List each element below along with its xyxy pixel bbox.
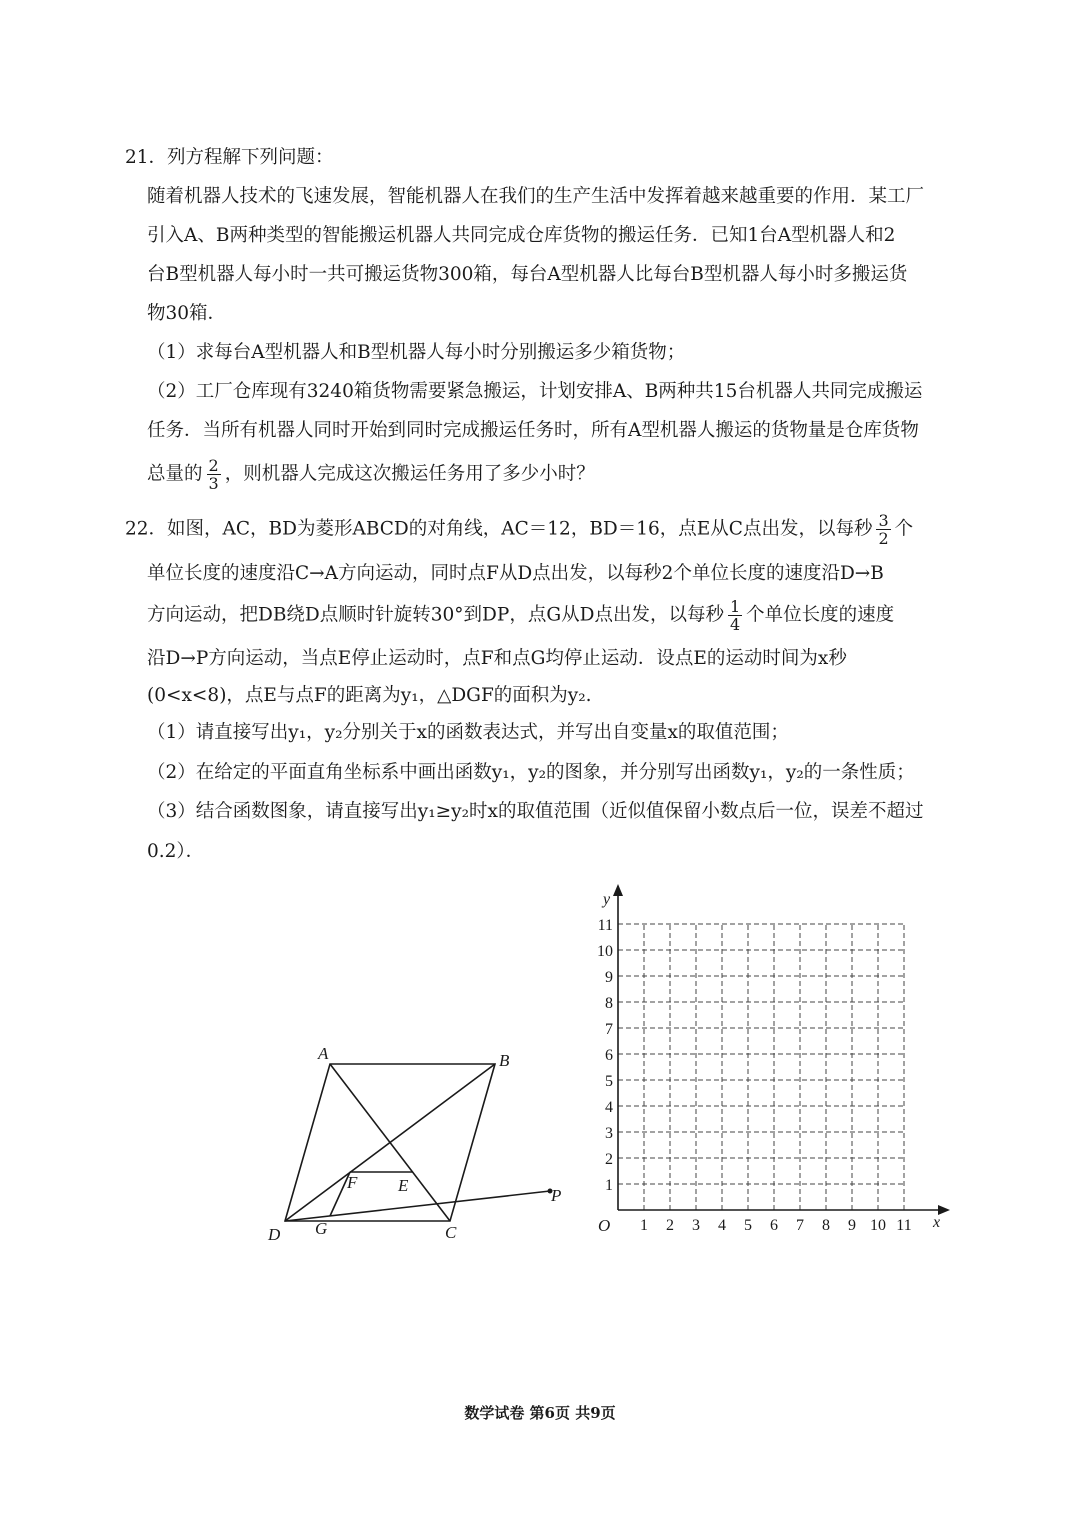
x-tick-label: 7 (796, 1217, 804, 1234)
page-footer: 数学试卷 第6页 共9页 (464, 1404, 616, 1422)
x-tick-label: 10 (870, 1217, 886, 1234)
coordinate-grid (585, 880, 960, 1250)
y-tick-label: 2 (605, 1151, 613, 1168)
origin-label: O (598, 1216, 611, 1235)
q21-title: 21．列方程解下列问题： (125, 147, 334, 168)
q22-line-3 (147, 598, 894, 633)
q21-body-line-1: 随着机器人技术的飞速发展，智能机器人在我们的生产生活中发挥着越来越重要的作用．某工厂 (147, 186, 925, 207)
q22-line-4: 沿D→P方向运动，当点E停止运动时，点F和点G均停止运动．设点E的运动时间为x秒 (147, 648, 847, 669)
fraction-denominator: 3 (208, 474, 219, 493)
x-axis-label: x (933, 1214, 941, 1231)
q21-part2-last-before: 总量的 (147, 463, 203, 485)
fraction-numerator: 2 (208, 456, 219, 475)
x-tick-label: 11 (896, 1217, 912, 1234)
y-tick-label: 1 (605, 1177, 613, 1194)
y-tick-label: 3 (605, 1125, 613, 1142)
y-tick-label: 10 (597, 943, 613, 960)
x-tick-label: 1 (640, 1217, 648, 1234)
y-tick-label: 8 (605, 995, 613, 1012)
label-d: D (268, 1225, 281, 1244)
ray-dp (285, 1191, 550, 1221)
label-f: F (347, 1173, 358, 1192)
x-tick-label: 4 (718, 1217, 726, 1234)
q22-line-3-after: 个单位长度的速度 (746, 604, 895, 626)
q22-part2: （2）在给定的平面直角坐标系中画出函数y₁，y₂的图象，并分别写出函数y₁，y₂的一条性质； (147, 762, 915, 783)
y-axis-arrow (613, 884, 623, 896)
y-tick-label: 6 (605, 1047, 613, 1064)
q21-part1: （1）求每台A型机器人和B型机器人每小时分别搬运多少箱货物； (147, 342, 686, 363)
q22-line-1-after: 个 (894, 518, 914, 540)
label-b: B (499, 1051, 510, 1070)
label-p: P (551, 1186, 562, 1205)
fraction-numerator: 1 (729, 597, 741, 616)
x-tick-label: 6 (770, 1217, 778, 1234)
q21-part2-last-after: ，则机器人完成这次搬运任务用了多少小时？ (224, 463, 595, 485)
x-tick-label: 5 (744, 1217, 752, 1234)
y-tick-label: 7 (605, 1021, 613, 1038)
diagonal-bd (285, 1064, 495, 1221)
label-g: G (315, 1219, 328, 1238)
q22-part3: （3）结合函数图象，请直接写出y₁≥y₂时x的取值范围（近似值保留小数点后一位，误差不超过 (147, 801, 924, 822)
q21-body-line-3: 台B型机器人每小时一共可搬运货物300箱，每台A型机器人比每台B型机器人每小时多搬运货 (147, 264, 908, 285)
q21-part2-line-3 (147, 457, 595, 492)
q21-body-line-2: 引入A、B两种类型的智能搬运机器人共同完成仓库货物的搬运任务．已知1台A型机器人和2 (147, 225, 896, 246)
fraction-denominator: 2 (878, 529, 889, 548)
fraction-one-quarter (728, 598, 742, 633)
x-tick-label: 9 (848, 1217, 856, 1234)
q22-line-2: 单位长度的速度沿C→A方向运动，同时点F从D点出发，以每秒2个单位长度的速度沿D→B (147, 563, 884, 584)
y-tick-label: 11 (597, 917, 613, 934)
label-a: A (318, 1044, 329, 1063)
y-axis-label: y (603, 891, 611, 908)
x-tick-label: 3 (692, 1217, 700, 1234)
q22-part3-cont: 0.2）． (147, 841, 205, 862)
q22-line-1-before: 22．如图，AC，BD为菱形ABCD的对角线，AC＝12，BD＝16，点E从C点出发，以每秒 (125, 518, 873, 540)
q21-part2-line-2: 任务．当所有机器人同时开始到同时完成搬运任务时，所有A型机器人搬运的货物量是仓库货物 (147, 420, 919, 441)
q22-line-5: (0<x<8)，点E与点F的距离为y₁，△DGF的面积为y₂. (147, 685, 592, 706)
x-tick-label: 2 (666, 1217, 674, 1234)
y-tick-label: 9 (605, 969, 613, 986)
x-tick-label: 8 (822, 1217, 830, 1234)
label-c: C (445, 1223, 457, 1242)
fraction-numerator: 3 (878, 511, 889, 530)
fraction-denominator: 4 (729, 615, 741, 634)
fraction-two-thirds (207, 457, 221, 492)
label-e: E (398, 1176, 409, 1195)
q22-part1: （1）请直接写出y₁，y₂分别关于x的函数表达式，并写出自变量x的取值范围； (147, 722, 789, 743)
q21-part2-line-1: （2）工厂仓库现有3240箱货物需要紧急搬运，计划安排A、B两种共15台机器人共同完成搬运 (147, 381, 923, 402)
fraction-three-halves (876, 512, 890, 547)
q22-line-1 (125, 512, 913, 547)
y-tick-label: 4 (605, 1099, 613, 1116)
rhombus-figure (260, 1035, 580, 1250)
q22-line-3-before: 方向运动，把DB绕D点顺时针旋转30°到DP，点G从D点出发，以每秒 (147, 604, 724, 626)
y-tick-label: 5 (605, 1073, 613, 1090)
q21-body-line-4: 物30箱． (147, 303, 227, 324)
